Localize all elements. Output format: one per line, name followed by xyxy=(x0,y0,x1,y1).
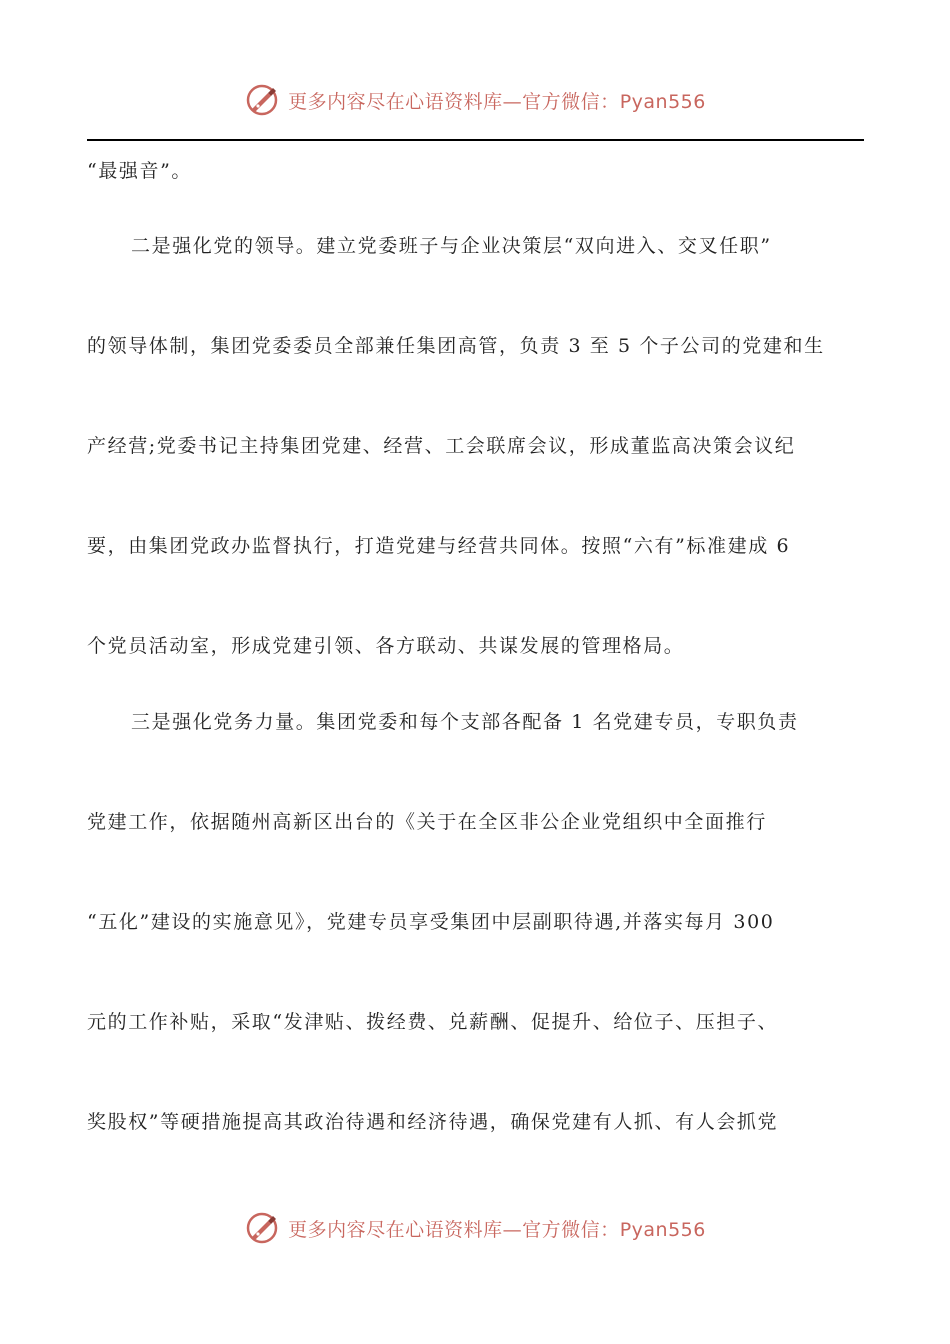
footer-banner-handle: Pyan556 xyxy=(619,1218,706,1241)
body-line: “最强音”。 xyxy=(87,160,193,182)
header-divider xyxy=(87,139,864,141)
paragraph-2-line-4: 要，由集团党政办监督执行，打造党建与经营共同体。按照“六有”标准建成 6 xyxy=(87,535,791,557)
page-footer xyxy=(0,1210,950,1246)
footer-banner-official: 官方微信： xyxy=(522,1218,620,1241)
header-banner-text xyxy=(288,87,706,114)
paragraph-3-line-1: 三是强化党务力量。集团党委和每个支部各配备 1 名党建专员，专职负责 xyxy=(131,711,799,733)
document-body xyxy=(87,148,867,1144)
paragraph-2-line-3: 产经营;党委书记主持集团党建、经营、工会联席会议，形成董监高决策会议纪 xyxy=(87,435,796,457)
header-banner-handle: Pyan556 xyxy=(619,90,706,113)
paragraph-2-line-2: 的领导体制，集团党委委员全部兼任集团高管，负责 3 至 5 个子公司的党建和生 xyxy=(87,335,825,357)
paragraph-3-line-2: 党建工作，依据随州高新区出台的《关于在全区非公企业党组织中全面推行 xyxy=(87,811,767,833)
pen-nib-logo-icon xyxy=(244,1210,280,1246)
paragraph-2-line-5: 个党员活动室，形成党建引领、各方联动、共谋发展的管理格局。 xyxy=(87,635,685,657)
paragraph-3-line-3: “五化”建设的实施意见》，党建专员享受集团中层副职待遇,并落实每月 300 xyxy=(87,911,775,933)
paragraph-3-line-5: 奖股权”等硬措施提高其政治待遇和经济待遇，确保党建有人抓、有人会抓党 xyxy=(87,1111,779,1133)
header-banner-dash: — xyxy=(502,90,523,113)
header-banner-main: 更多内容尽在心语资料库 xyxy=(288,90,503,113)
paragraph-2-line-1: 二是强化党的领导。建立党委班子与企业决策层“双向进入、交叉任职” xyxy=(131,235,772,257)
header-banner-official: 官方微信： xyxy=(522,90,620,113)
footer-banner-main: 更多内容尽在心语资料库 xyxy=(288,1218,503,1241)
paragraph-3-line-4: 元的工作补贴，采取“发津贴、拨经费、兑薪酬、促提升、给位子、压担子、 xyxy=(87,1011,779,1033)
footer-banner-text xyxy=(288,1215,706,1242)
footer-banner-dash: — xyxy=(502,1218,523,1241)
pen-nib-logo-icon xyxy=(244,82,280,118)
page-header xyxy=(0,82,950,118)
